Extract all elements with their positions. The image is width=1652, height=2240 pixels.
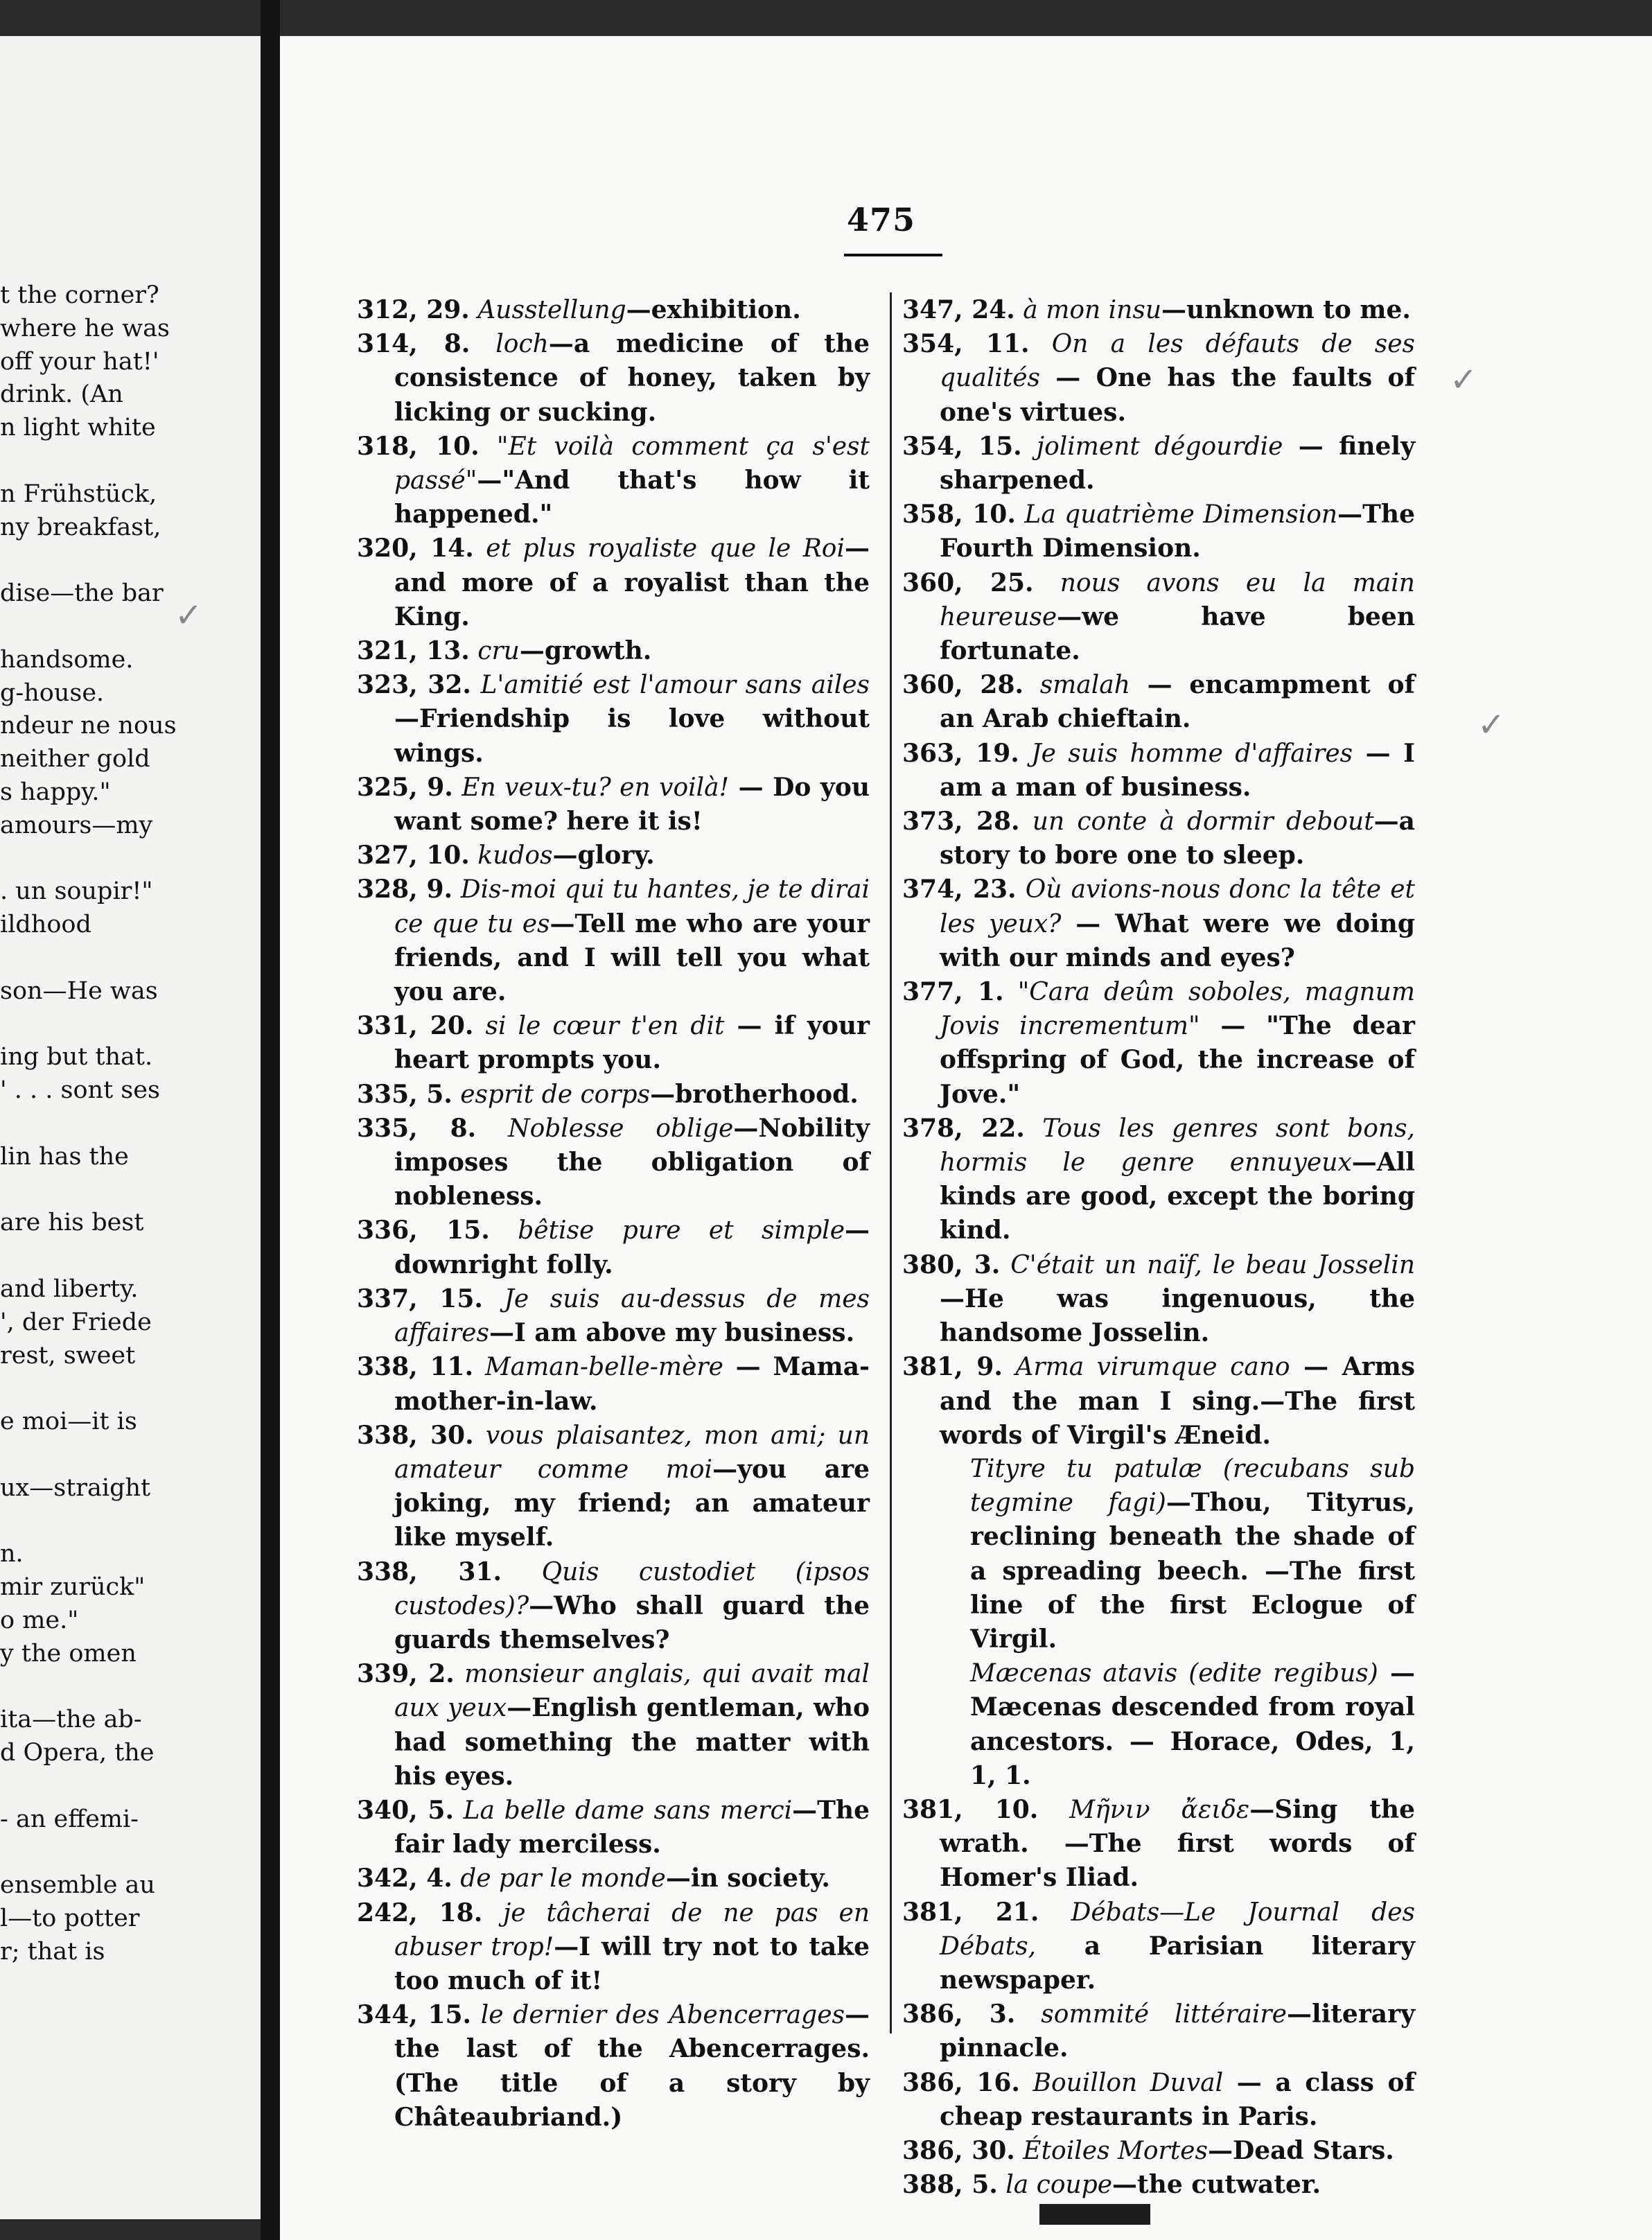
- note-term: smalah: [1039, 671, 1130, 700]
- note-term: Dis-moi qui tu hantes, je te dirai ce que tu es: [394, 875, 870, 938]
- note-entry: [357, 1112, 870, 1214]
- note-term: loch: [495, 330, 549, 359]
- note-entry: [902, 975, 1415, 1112]
- note-gloss: — a class of cheap restaurants in Paris.: [940, 2067, 1415, 2131]
- note-entry: [902, 1248, 1415, 1351]
- fragment-line: rest, sweet: [0, 1341, 136, 1370]
- fragment-line: r; that is: [0, 1938, 105, 1966]
- note-entry: [902, 805, 1415, 873]
- note-reference: 377, 1.: [902, 977, 1004, 1007]
- note-reference: 338, 31.: [357, 1557, 502, 1586]
- note-gloss: —The Fourth Dimension.: [940, 500, 1415, 563]
- note-reference: 374, 23.: [902, 875, 1017, 904]
- note-entry: [902, 2168, 1415, 2202]
- note-term: de par le monde: [460, 1864, 666, 1893]
- scan-artifact: [1039, 2204, 1150, 2225]
- fragment-line: amours—my: [0, 811, 153, 839]
- fragment-line: ndeur ne nous: [0, 712, 177, 740]
- note-reference: 338, 30.: [357, 1420, 474, 1450]
- note-term: si le cœur t'en dit: [485, 1012, 725, 1041]
- note-entry: [357, 532, 870, 634]
- note-term: On a les défauts de ses qualités: [940, 330, 1416, 393]
- note-reference: 354, 15.: [902, 431, 1022, 461]
- note-gloss: —the last of the Abencerrages. (The title of a story by Châteaubriand.): [394, 2000, 870, 2132]
- note-gloss: —He was ingenuous, the handsome Josselin.: [940, 1284, 1415, 1348]
- note-reference: 314, 8.: [357, 329, 471, 359]
- note-reference: 381, 21.: [902, 1897, 1039, 1927]
- note-term: monsieur anglais, qui avait mal aux yeux: [394, 1660, 870, 1723]
- note-gloss: —brotherhood.: [650, 1079, 859, 1109]
- note-reference: 386, 16.: [902, 2067, 1020, 2097]
- note-term: Tityre tu patulæ (recubans sub tegmine fagi): [970, 1454, 1415, 1518]
- note-term: et plus royaliste que le Roi: [486, 534, 845, 563]
- note-entry: [357, 1009, 870, 1077]
- note-entry: [902, 327, 1415, 430]
- note-gloss: — encampment of an Arab chieftain.: [940, 670, 1416, 734]
- note-gloss: —growth.: [519, 636, 652, 666]
- note-gloss: — Arms and the man I sing.—The first words of Virgil's Æneid.: [940, 1352, 1415, 1450]
- note-reference: 380, 3.: [902, 1250, 1001, 1279]
- note-entry: [357, 1419, 870, 1555]
- note-reference: 360, 28.: [902, 670, 1024, 700]
- note-reference: 344, 15.: [357, 2000, 472, 2030]
- fragment-line: ita—the ab-: [0, 1706, 142, 1734]
- note-reference: 331, 20.: [357, 1011, 474, 1041]
- note-gloss: —unknown to me.: [1161, 295, 1411, 324]
- fragment-line: o me.": [0, 1607, 79, 1634]
- note-gloss: —in society.: [665, 1864, 830, 1893]
- note-entry: [357, 668, 870, 771]
- note-gloss: —glory.: [552, 841, 655, 870]
- note-reference: 388, 5.: [902, 2170, 998, 2200]
- note-entry: [902, 1896, 1415, 1998]
- note-term: Arma virumque cano: [1015, 1353, 1290, 1382]
- note-entry: [357, 1896, 870, 1999]
- note-term: Mæcenas atavis (edite regibus): [970, 1659, 1378, 1688]
- note-reference: 337, 15.: [357, 1284, 483, 1313]
- note-term: Μῆνιν ἄειδε: [1069, 1795, 1250, 1824]
- note-term: Débats—Le Journal des Débats,: [940, 1898, 1415, 1961]
- note-entry: [357, 771, 870, 839]
- note-gloss: — "The dear offspring of God, the increase of Jove.": [940, 1011, 1416, 1109]
- note-gloss: — One has the faults of one's virtues.: [940, 363, 1415, 427]
- note-gloss: — Mama-mother-in-law.: [394, 1352, 870, 1416]
- note-term: Étoiles Mortes: [1023, 2136, 1208, 2165]
- note-reference: 363, 19.: [902, 738, 1019, 768]
- note-entry: [902, 2134, 1415, 2168]
- fragment-line: drink. (An: [0, 380, 123, 409]
- note-term: "Et voilà comment ça s'est passé": [394, 432, 870, 496]
- note-term: Maman-belle-mère: [484, 1353, 723, 1382]
- note-gloss: —literary pinnacle.: [940, 2000, 1415, 2063]
- note-entry: [902, 293, 1415, 327]
- note-gloss: —All kinds are good, except the boring kind.: [940, 1148, 1415, 1245]
- note-term: bêtise pure et simple: [518, 1216, 845, 1245]
- note-term: cru: [477, 637, 520, 666]
- note-entry: [357, 1794, 870, 1862]
- fragment-line: s happy.": [0, 778, 111, 806]
- pencil-mark: ✓: [1450, 360, 1478, 399]
- note-entry: [357, 327, 870, 430]
- fragment-line: off your hat!': [0, 347, 159, 376]
- fragment-line: ux—straight: [0, 1473, 151, 1502]
- note-gloss: —exhibition.: [626, 295, 801, 324]
- note-gloss: —and more of a royalist than the King.: [394, 534, 870, 631]
- note-term: joliment dégourdie: [1036, 432, 1283, 461]
- note-entry: [357, 1862, 870, 1896]
- pencil-mark: ✓: [1477, 706, 1506, 744]
- note-gloss: — if your heart prompts you.: [394, 1011, 870, 1075]
- fragment-line: - an effemi-: [0, 1805, 139, 1833]
- note-term: Je suis homme d'affaires: [1031, 739, 1353, 768]
- fragment-line: and liberty.: [0, 1275, 139, 1303]
- note-reference: 335, 8.: [357, 1113, 477, 1143]
- note-entry: [902, 1453, 1415, 1656]
- note-term: Bouillon Duval: [1032, 2068, 1224, 2097]
- note-reference: 386, 3.: [902, 2000, 1016, 2029]
- note-gloss: —the cutwater.: [1112, 2170, 1321, 2200]
- note-term: je tâcherai de ne pas en abuser trop!: [394, 1898, 870, 1961]
- notes-column-left: [357, 293, 870, 2135]
- note-term: Ausstellung: [477, 296, 626, 324]
- fragment-line: ing but that.: [0, 1043, 153, 1071]
- pencil-mark: ✓: [175, 596, 203, 635]
- note-entry: [357, 1282, 870, 1350]
- note-term: nous avons eu la main heureuse: [940, 568, 1415, 631]
- note-term: à mon insu: [1023, 296, 1162, 324]
- note-term: kudos: [477, 841, 553, 870]
- note-gloss: —Dead Stars.: [1207, 2135, 1394, 2165]
- column-divider: [890, 292, 892, 2033]
- note-gloss: —"And that's how it happened.": [394, 466, 870, 530]
- note-entry: [357, 1555, 870, 1658]
- fragment-line: handsome.: [0, 645, 134, 674]
- note-entry: [357, 1998, 870, 2135]
- note-reference: 386, 30.: [902, 2135, 1015, 2165]
- note-entry: [357, 1078, 870, 1112]
- note-entry: [902, 1350, 1415, 1453]
- fragment-line: n.: [0, 1540, 24, 1568]
- note-reference: 321, 13.: [357, 636, 470, 666]
- note-term: esprit de corps: [460, 1080, 651, 1109]
- note-entry: [357, 634, 870, 668]
- note-entry: [902, 1656, 1415, 1793]
- note-gloss: — I am a man of business.: [940, 738, 1416, 802]
- note-term: La belle dame sans merci: [463, 1796, 793, 1825]
- note-entry: [902, 737, 1415, 805]
- fragment-line: ny breakfast,: [0, 513, 161, 541]
- note-reference: 339, 2.: [357, 1659, 455, 1689]
- note-gloss: —Mæcenas descended from royal ancestors. — Horace, Odes, 1, 1, 1.: [970, 1659, 1415, 1790]
- note-entry: [357, 430, 870, 532]
- note-gloss: —Who shall guard the guards themselves?: [394, 1591, 870, 1654]
- book-gutter: [261, 0, 280, 2240]
- note-gloss: —English gentleman, who had something the matter with his eyes.: [394, 1693, 870, 1791]
- note-reference: 358, 10.: [902, 500, 1016, 530]
- fragment-line: ensemble au: [0, 1871, 155, 1900]
- note-term: "Cara deûm soboles, magnum Jovis incrementum": [940, 978, 1415, 1041]
- note-gloss: —a story to bore one to sleep.: [940, 807, 1415, 870]
- fragment-line: ' . . . sont ses: [0, 1076, 160, 1105]
- note-term: un conte à dormir debout: [1032, 807, 1374, 837]
- note-term: L'amitié est l'amour sans ailes: [480, 671, 870, 700]
- note-entry: [902, 1112, 1415, 1248]
- note-gloss: —Sing the wrath. —The first words of Homer's Iliad.: [940, 1794, 1415, 1893]
- fragment-line: t the corner?: [0, 281, 159, 309]
- note-entry: [902, 1997, 1415, 2065]
- fragment-line: mir zurück": [0, 1573, 146, 1602]
- note-reference: 320, 14.: [357, 534, 474, 563]
- fragment-line: e moi—it is: [0, 1408, 137, 1436]
- fragment-line: g-house.: [0, 679, 105, 707]
- note-reference: 340, 5.: [357, 1795, 454, 1825]
- fragment-line: . un soupir!": [0, 877, 153, 906]
- note-term: Quis custodiet (ipsos custodes)?: [394, 1557, 870, 1620]
- note-entry: [357, 293, 870, 327]
- page-number-rule: [844, 254, 942, 256]
- note-reference: 378, 22.: [902, 1113, 1025, 1143]
- note-reference: 318, 10.: [357, 431, 480, 461]
- note-reference: 335, 5.: [357, 1079, 452, 1109]
- note-term: Où avions-nous donc la tête et les yeux?: [940, 875, 1415, 938]
- note-gloss: —we have been fortunate.: [940, 602, 1415, 666]
- note-reference: 381, 9.: [902, 1352, 1003, 1382]
- fragment-line: n light white: [0, 414, 156, 442]
- note-entry: [357, 873, 870, 1009]
- note-term: La quatrième Dimension: [1024, 500, 1338, 530]
- note-gloss: a Parisian literary newspaper.: [940, 1931, 1415, 1995]
- note-entry: [902, 2066, 1415, 2134]
- fragment-line: d Opera, the: [0, 1739, 155, 1767]
- fragment-line: where he was: [0, 314, 170, 342]
- note-gloss: — finely sharpened.: [940, 431, 1415, 496]
- note-entry: [902, 1793, 1415, 1896]
- fragment-line: son—He was: [0, 977, 158, 1005]
- fragment-line: l—to potter: [0, 1905, 140, 1933]
- note-gloss: —Tell me who are your friends, and I will tell you what you are.: [394, 909, 870, 1007]
- note-term: Noblesse oblige: [508, 1114, 734, 1143]
- note-term: la coupe: [1005, 2171, 1113, 2200]
- note-reference: 323, 32.: [357, 670, 471, 700]
- note-gloss: —I am above my business.: [489, 1318, 855, 1348]
- note-reference: 325, 9.: [357, 772, 453, 802]
- note-term: le dernier des Abencerrages: [480, 2001, 845, 2030]
- note-reference: 312, 29.: [357, 295, 470, 324]
- note-gloss: — Do you want some? here it is!: [394, 772, 870, 837]
- note-entry: [357, 1214, 870, 1281]
- fragment-line: are his best: [0, 1209, 144, 1237]
- note-term: C'était un naïf, le beau Josselin: [1010, 1250, 1416, 1279]
- note-gloss: —I will try not to take too much of it!: [394, 1932, 870, 1995]
- note-term: vous plaisantez, mon ami; un amateur comme moi: [394, 1421, 870, 1484]
- note-gloss: —Nobility imposes the obligation of nobleness.: [394, 1113, 870, 1211]
- fragment-line: dise—the bar: [0, 579, 164, 608]
- note-entry: [357, 1350, 870, 1418]
- fragment-line: lin has the: [0, 1142, 129, 1171]
- note-entry: [902, 498, 1415, 566]
- note-reference: 328, 9.: [357, 875, 453, 904]
- note-reference: 327, 10.: [357, 841, 470, 870]
- notes-column-right: [902, 293, 1415, 2202]
- note-gloss: —a medicine of the consistence of honey, taken by licking or sucking.: [394, 329, 870, 427]
- note-term: Je suis au-dessus de mes affaires: [394, 1284, 870, 1348]
- fragment-line: n Frühstück,: [0, 480, 157, 508]
- note-reference: 338, 11.: [357, 1352, 474, 1382]
- note-entry: [902, 668, 1415, 736]
- note-reference: 336, 15.: [357, 1216, 490, 1245]
- note-gloss: — What were we doing with our minds and eyes?: [940, 909, 1416, 972]
- note-entry: [357, 1657, 870, 1794]
- note-entry: [902, 566, 1415, 669]
- note-term: sommité littéraire: [1041, 2000, 1287, 2029]
- note-term: Tous les genres sont bons, hormis le genre ennuyeux: [940, 1114, 1416, 1178]
- note-reference: 360, 25.: [902, 568, 1034, 597]
- note-gloss: —you are joking, my friend; an amateur like myself.: [394, 1454, 870, 1552]
- note-gloss: —Friendship is love without wings.: [394, 704, 870, 768]
- page-number: 475: [847, 201, 916, 238]
- note-entry: [902, 873, 1415, 975]
- note-reference: 347, 24.: [902, 295, 1015, 324]
- note-reference: 381, 10.: [902, 1794, 1039, 1824]
- note-reference: 342, 4.: [357, 1864, 452, 1893]
- note-gloss: —Thou, Tityrus, reclining beneath the shade of a spreading beech. —The first line of the first Eclogue of Virgil.: [970, 1488, 1415, 1654]
- note-reference: 373, 28.: [902, 807, 1020, 837]
- note-reference: 354, 11.: [902, 329, 1030, 359]
- note-gloss: —downright folly.: [394, 1216, 870, 1279]
- note-reference: 242, 18.: [357, 1898, 483, 1927]
- facing-page-fragment: [0, 36, 261, 2219]
- note-entry: [357, 839, 870, 873]
- note-entry: [902, 430, 1415, 498]
- fragment-line: ', der Friede: [0, 1308, 152, 1336]
- fragment-line: ildhood: [0, 911, 91, 939]
- note-term: En veux-tu? en voilà!: [462, 773, 730, 802]
- fragment-line: neither gold: [0, 745, 150, 773]
- note-gloss: —The fair lady merciless.: [394, 1795, 870, 1860]
- fragment-line: y the omen: [0, 1639, 137, 1668]
